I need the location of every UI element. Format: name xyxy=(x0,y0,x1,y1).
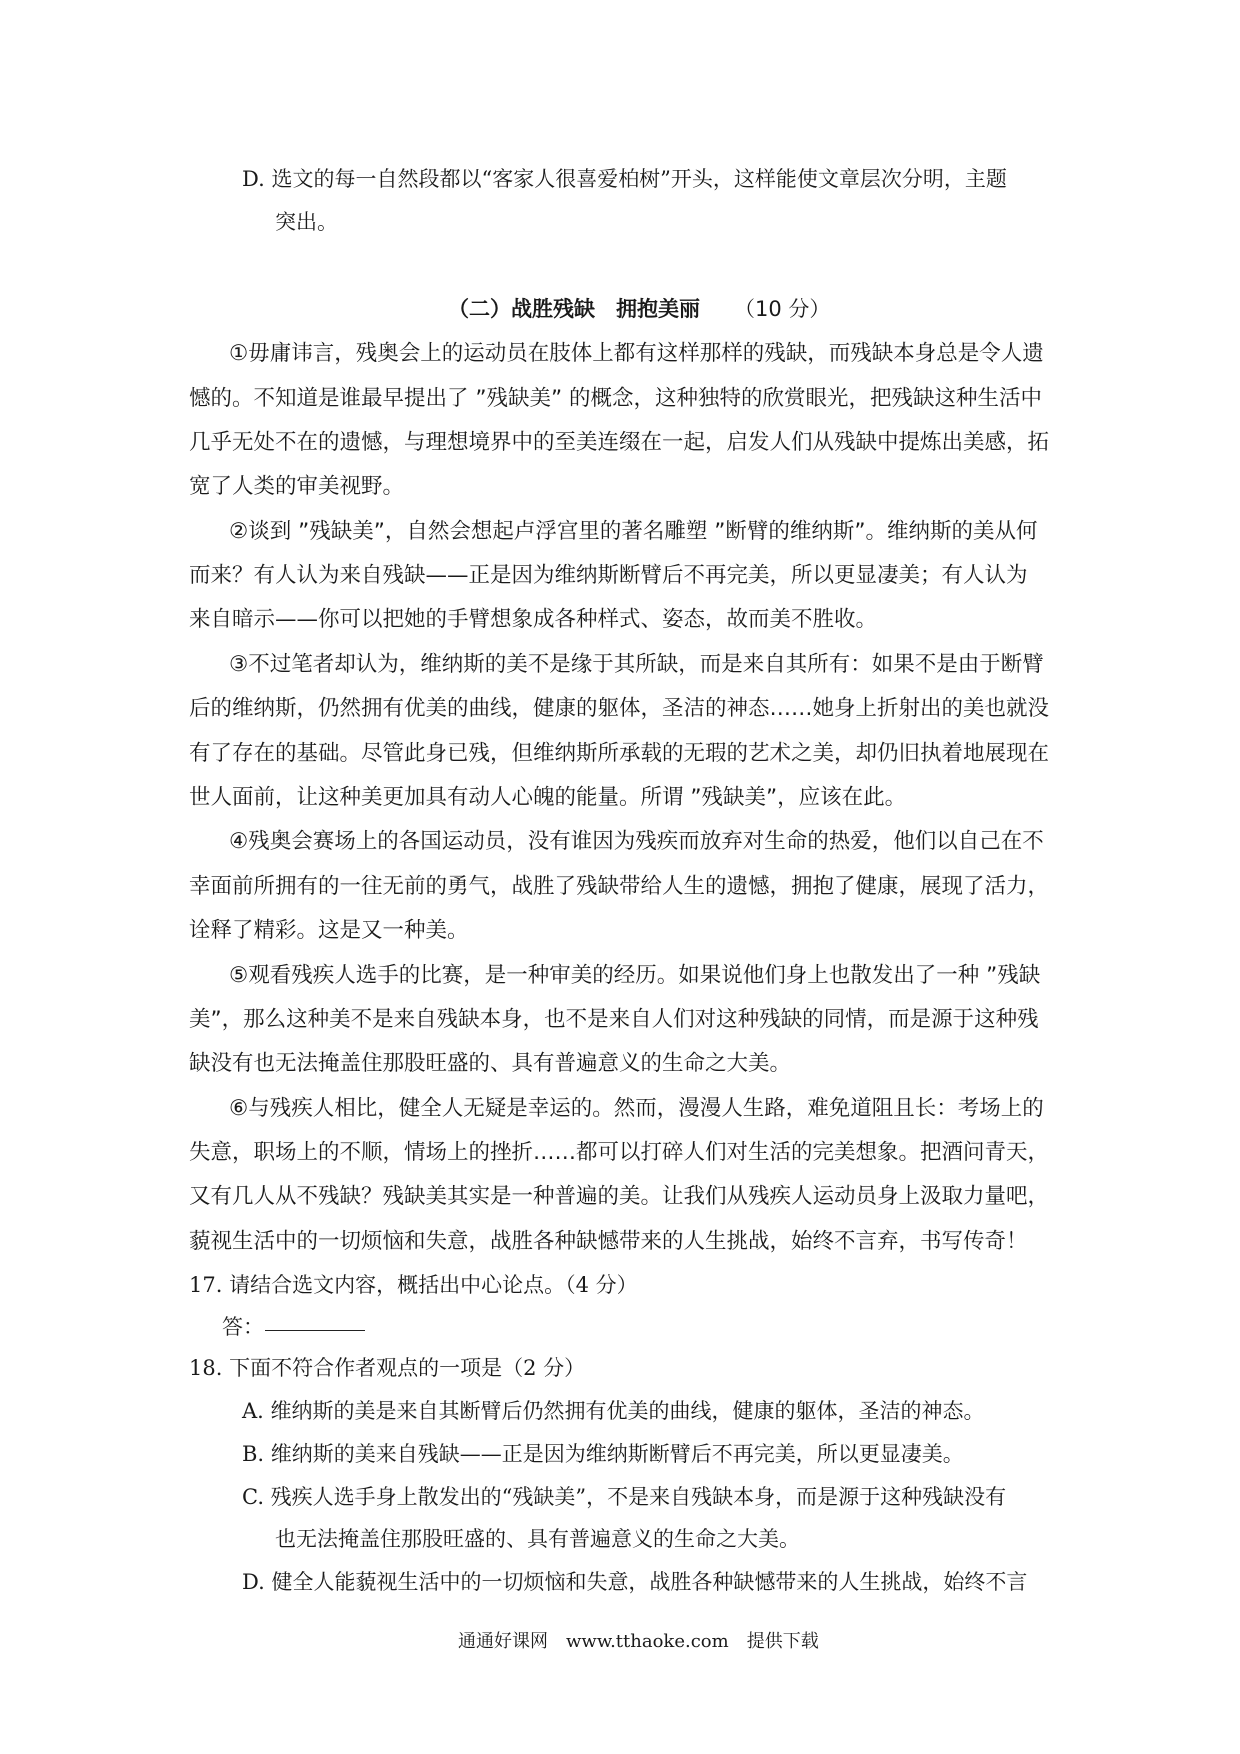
section-title-text: （二）战胜残缺 拥抱美丽 xyxy=(448,297,700,321)
article-line: 几乎无处不在的遗憾，与理想境界中的至美连缀在一起，启发人们从残缺中提炼出美感，拓 xyxy=(189,430,1050,455)
section-title xyxy=(448,294,830,324)
option-c-line2: 也无法掩盖住那股旺盛的、具有普遍意义的生命之大美。 xyxy=(275,1527,800,1551)
prev-option-d-line2: 突出。 xyxy=(275,210,338,234)
article-line: 来自暗示——你可以把她的手臂想象成各种样式、姿态，故而美不胜收。 xyxy=(189,607,878,632)
article-line: 缺没有也无法掩盖住那股旺盛的、具有普遍意义的生命之大美。 xyxy=(189,1051,792,1076)
article-line: ⑤观看残疾人选手的比赛，是一种审美的经历。如果说他们身上也散发出了一种 ”残缺 xyxy=(229,963,1041,988)
article-line: 有了存在的基础。尽管此身已残，但维纳斯所承载的无瑕的艺术之美，却仍旧执着地展现在 xyxy=(189,741,1050,766)
answer-label: 答： xyxy=(222,1315,264,1339)
prev-option-d-text: 选文的每一自然段都以“客家人很喜爱柏树”开头，这样能使文章层次分明，主题 xyxy=(271,167,1007,191)
question-17: 17. 请结合选文内容，概括出中心论点。（4 分） xyxy=(189,1273,638,1297)
article-line: 诠释了精彩。这是又一种美。 xyxy=(189,918,469,943)
section-score: （10 分） xyxy=(734,297,831,321)
article-line: ②谈到 ”残缺美”，自然会想起卢浮宫里的著名雕塑 ”断臂的维纳斯”。维纳斯的美从何 xyxy=(229,519,1038,544)
question-18: 18. 下面不符合作者观点的一项是（2 分） xyxy=(189,1356,586,1380)
article-line: ⑥与残疾人相比，健全人无疑是幸运的。然而，漫漫人生路，难免道阻且长：考场上的 xyxy=(229,1096,1044,1121)
article-line: 失意，职场上的不顺，情场上的挫折……都可以打碎人们对生活的完美想象。把酒问青天， xyxy=(189,1140,1050,1165)
article-line: 宽了人类的审美视野。 xyxy=(189,474,405,499)
article-line: 美”，那么这种美不是来自残缺本身，也不是来自人们对这种残缺的同情，而是源于这种残 xyxy=(189,1007,1039,1032)
option-c-line1: C. 残疾人选手身上散发出的“残缺美”，不是来自残缺本身，而是源于这种残缺没有 xyxy=(242,1485,1007,1509)
article-line: 幸面前所拥有的一往无前的勇气，战胜了残缺带给人生的遗憾，拥抱了健康，展现了活力， xyxy=(189,874,1050,899)
article-line: 憾的。不知道是谁最早提出了 ”残缺美” 的概念，这种独特的欣赏眼光，把残缺这种生活中 xyxy=(189,386,1042,411)
option-a: A. 维纳斯的美是来自其断臂后仍然拥有优美的曲线，健康的躯体，圣洁的神态。 xyxy=(242,1399,985,1423)
option-b: B. 维纳斯的美来自残缺——正是因为维纳斯断臂后不再完美，所以更显凄美。 xyxy=(242,1442,964,1466)
article-line: 又有几人从不残缺？残缺美其实是一种普遍的美。让我们从残疾人运动员身上汲取力量吧， xyxy=(189,1184,1050,1209)
page-footer: 通通好课网 www.tthaoke.com 提供下载 xyxy=(458,1631,819,1652)
prev-option-d-label: D. xyxy=(242,167,265,191)
article-line: 世人面前，让这种美更加具有动人心魄的能量。所谓 ”残缺美”，应该在此。 xyxy=(189,785,907,810)
article-line: ④残奥会赛场上的各国运动员，没有谁因为残疾而放弃对生命的热爱，他们以自己在不 xyxy=(229,829,1044,854)
prev-option-d-line1 xyxy=(242,164,1007,194)
article-line: 藐视生活中的一切烦恼和失意，战胜各种缺憾带来的人生挑战，始终不言弃，书写传奇！ xyxy=(189,1229,1028,1254)
article-line: 而来？有人认为来自残缺——正是因为维纳斯断臂后不再完美，所以更显凄美；有人认为 xyxy=(189,563,1028,588)
answer-blank[interactable] xyxy=(265,1329,365,1331)
article-line: 后的维纳斯，仍然拥有优美的曲线，健康的躯体，圣洁的神态……她身上折射出的美也就没 xyxy=(189,696,1050,721)
article-line: ③不过笔者却认为，维纳斯的美不是缘于其所缺，而是来自其所有：如果不是由于断臂 xyxy=(229,652,1044,677)
article-line: ①毋庸讳言，残奥会上的运动员在肢体上都有这样那样的残缺，而残缺本身总是令人遗 xyxy=(229,341,1044,366)
option-d: D. 健全人能藐视生活中的一切烦恼和失意，战胜各种缺憾带来的人生挑战，始终不言 xyxy=(242,1570,1028,1594)
